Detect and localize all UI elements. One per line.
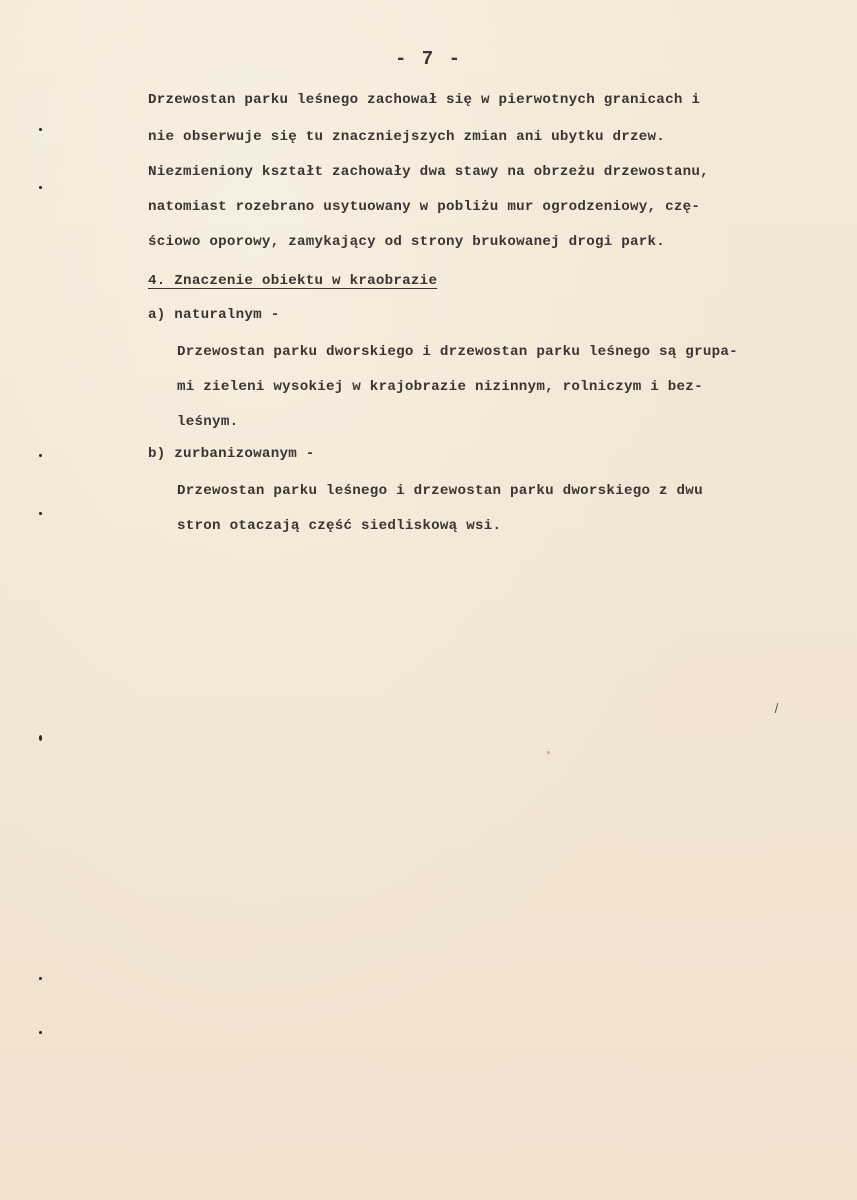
binding-hole-mark bbox=[39, 186, 42, 189]
paragraph1-line-1: Drzewostan parku leśnego zachował się w pierwotnych granicach i bbox=[148, 92, 701, 108]
subsection-a-line-2: mi zieleni wysokiej w krajobrazie nizinnym, rolniczym i bez- bbox=[177, 379, 703, 395]
binding-hole-mark bbox=[39, 512, 42, 515]
paragraph1-line-5: ściowo oporowy, zamykający od strony brukowanej drogi park. bbox=[148, 234, 666, 250]
subsection-b-line-1: Drzewostan parku leśnego i drzewostan parku dworskiego z dwu bbox=[177, 483, 703, 499]
paragraph1-line-3: Niezmieniony kształt zachowały dwa stawy na obrzeżu drzewostanu, bbox=[148, 164, 709, 180]
paragraph1-line-4: natomiast rozebrano usytuowany w pobliżu mur ogrodzeniowy, czę- bbox=[148, 199, 701, 215]
binding-hole-mark bbox=[39, 977, 42, 980]
binding-hole-mark bbox=[39, 128, 42, 131]
subsection-a-label: a) naturalnym - bbox=[148, 307, 280, 323]
binding-hole-mark bbox=[39, 735, 42, 741]
binding-hole-mark bbox=[39, 1031, 42, 1034]
page-number: - 7 - bbox=[394, 48, 462, 70]
subsection-b-line-2: stron otaczają część siedliskową wsi. bbox=[177, 518, 502, 534]
subsection-a-line-3: leśnym. bbox=[177, 414, 239, 430]
paper-speck bbox=[547, 751, 550, 754]
subsection-a-line-1: Drzewostan parku dworskiego i drzewostan parku leśnego są grupa- bbox=[177, 344, 738, 360]
section-heading: 4. Znaczenie obiektu w kraobrazie bbox=[148, 273, 438, 289]
subsection-b-label: b) zurbanizowanym - bbox=[148, 446, 315, 462]
binding-hole-mark bbox=[39, 454, 42, 457]
paragraph1-line-2: nie obserwuje się tu znaczniejszych zmian ani ubytku drzew. bbox=[148, 129, 666, 145]
paper-scratch bbox=[775, 703, 779, 713]
